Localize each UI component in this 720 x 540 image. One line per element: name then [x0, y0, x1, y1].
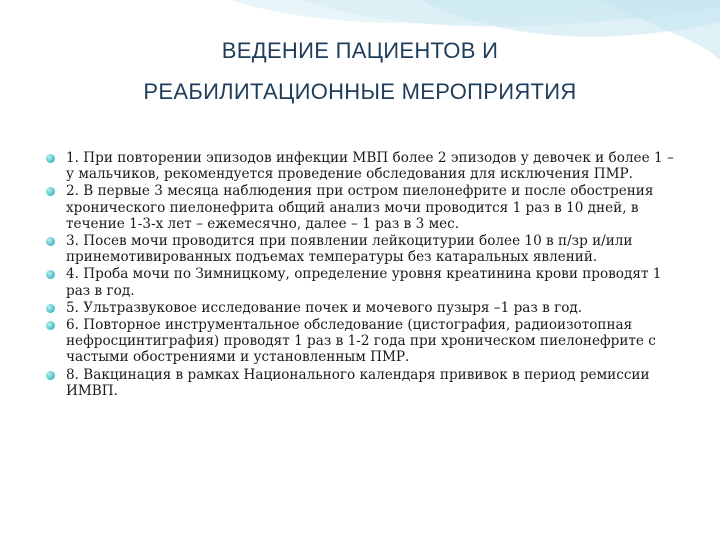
- list-item: [46, 317, 686, 366]
- bullet-icon: [46, 321, 55, 330]
- bullet-icon: [46, 304, 55, 313]
- list-item: [46, 266, 686, 298]
- list-item: [46, 367, 686, 399]
- list-item-text: 2. В первые 3 месяца наблюдения при остром пиелонефрите и после обострения хронического пиелонефрита общий анализ мочи проводится 1 раз в 10 дней, в течение 1-3-х лет – ежемесячно, далее – 1 раз в 3 мес.: [66, 183, 654, 232]
- list-item-text: 5. Ультразвуковое исследование почек и мочевого пузыря –1 раз в год.: [66, 299, 583, 316]
- list-item: [46, 150, 686, 182]
- list-item-text: 6. Повторное инструментальное обследование (цистография, радиоизотопная нефросцинтиграфия) проводят 1 раз в 1-2 года при хроническом пиелонефрите с частыми обострениями и установленным ПМР.: [66, 317, 656, 366]
- list-item: [46, 233, 686, 265]
- list-item-text: 3. Посев мочи проводится при появлении лейкоцитурии более 10 в п/зр и/или принемотивированных подъемах температуры без катаральных явлений.: [66, 233, 633, 266]
- list-item: [46, 300, 686, 316]
- list-item: [46, 183, 686, 232]
- slide-title-line-2: РЕАБИЛИТАЦИОННЫЕ МЕРОПРИЯТИЯ: [143, 79, 577, 104]
- bullet-list: [46, 150, 686, 400]
- list-item-text: 4. Проба мочи по Зимницкому, определение уровня креатинина крови проводят 1 раз в год.: [66, 266, 662, 299]
- bullet-icon: [46, 270, 55, 279]
- slide-title-line-1: ВЕДЕНИЕ ПАЦИЕНТОВ И: [221, 38, 499, 63]
- bullet-icon: [46, 154, 55, 163]
- list-item-text: 8. Вакцинация в рамках Национального календаря прививок в период ремиссии ИМВП.: [66, 366, 650, 399]
- bullet-icon: [46, 187, 55, 196]
- list-item-text: 1. При повторении эпизодов инфекции МВП более 2 эпизодов у девочек и более 1 – у мальчиков, рекомендуется проведение обследования для исключения ПМР.: [66, 150, 674, 183]
- bullet-icon: [46, 371, 55, 380]
- bullet-icon: [46, 237, 55, 246]
- slide-title: [40, 30, 680, 112]
